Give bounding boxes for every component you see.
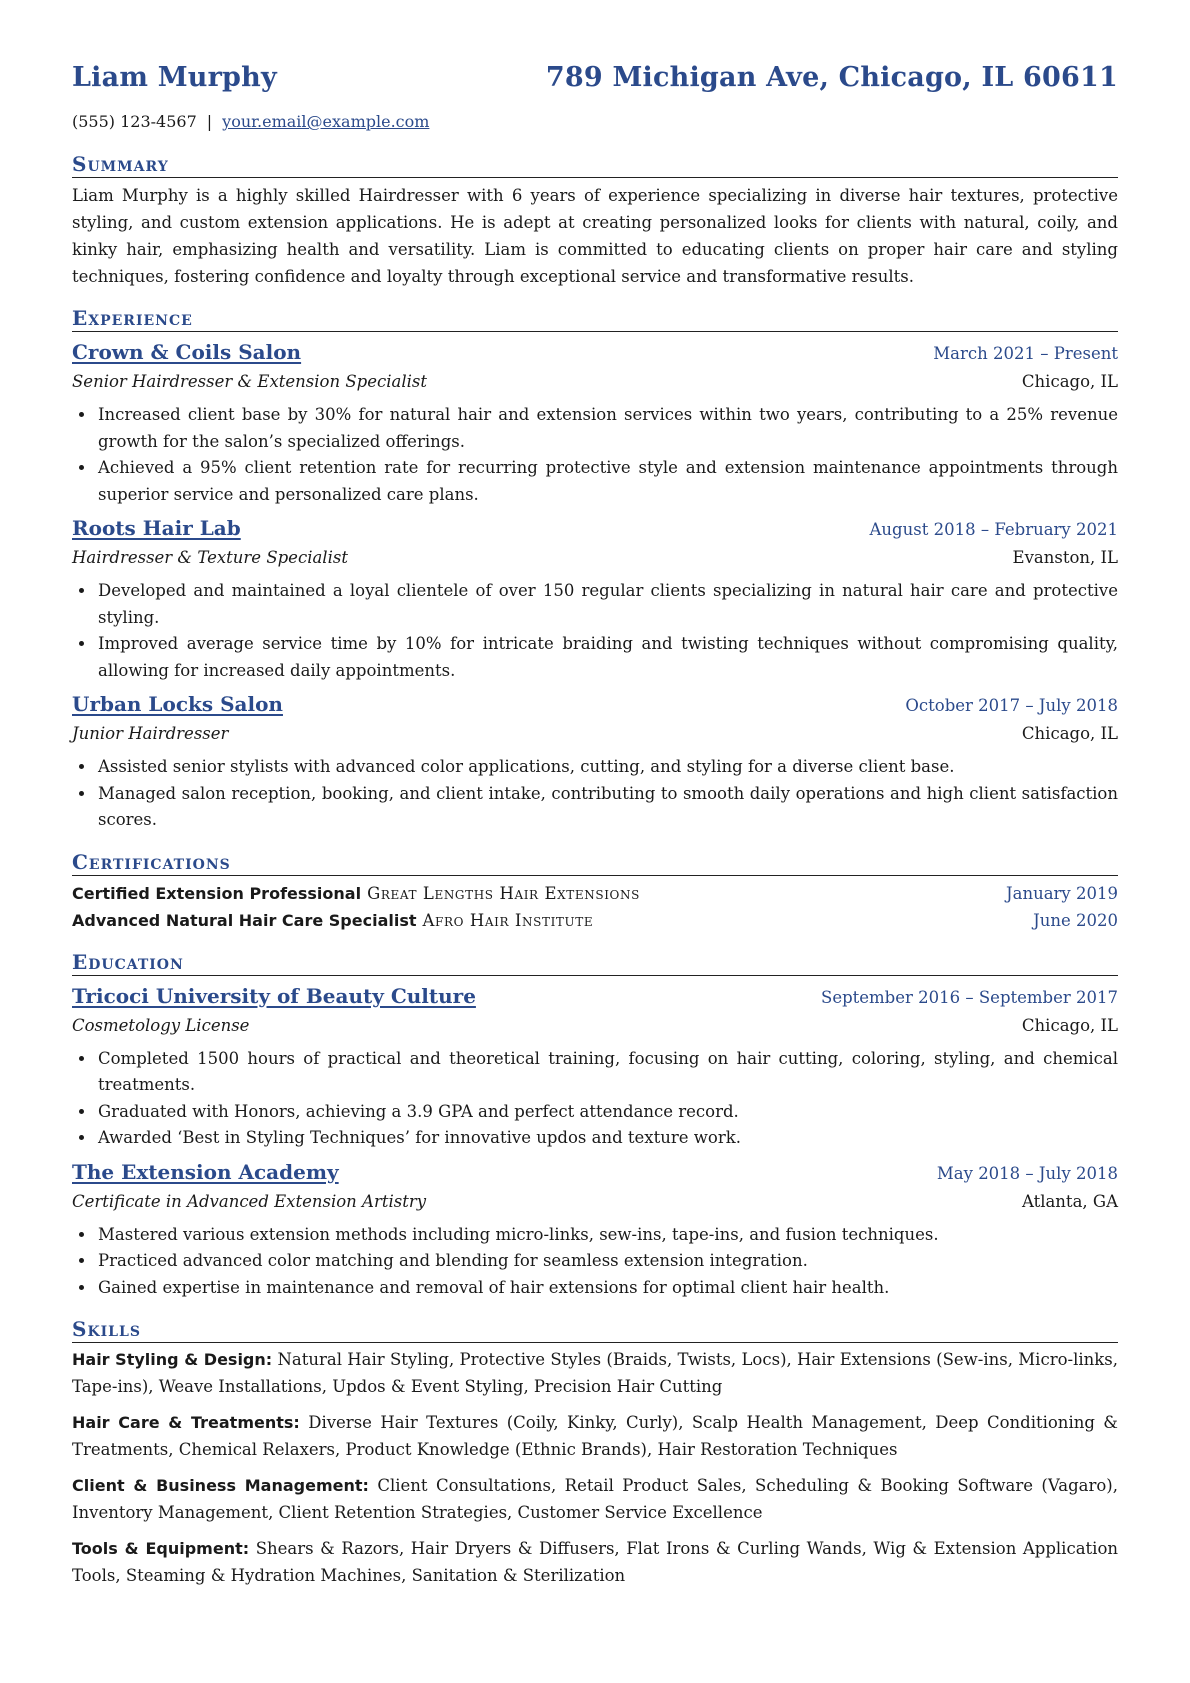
certification-name: Certified Extension Professional bbox=[72, 883, 362, 903]
entry-role: Junior Hairdresser bbox=[72, 724, 229, 743]
entry-dates: August 2018 – February 2021 bbox=[869, 520, 1118, 539]
bullet-list bbox=[72, 402, 1118, 508]
summary-heading: Summary bbox=[72, 152, 1118, 178]
education-entry bbox=[72, 982, 1118, 1152]
skill-list-text: Client Consultations, Retail Product Sales, Scheduling & Booking Software (Vagaro), Inventory Management, Client Retention Strategies, Customer Service Excellence bbox=[72, 1476, 1118, 1522]
address: 789 Michigan Ave, Chicago, IL 60611 bbox=[545, 62, 1118, 93]
certification-issuer: Afro Hair Institute bbox=[422, 910, 594, 930]
candidate-name: Liam Murphy bbox=[72, 62, 277, 93]
bullet-item: • Increased client base by 30% for natural hair and extension services within two years, contributing to a 25% revenue growth for the salon’s specialized offerings. bbox=[96, 402, 1118, 455]
entry-dates: May 2018 – July 2018 bbox=[936, 1163, 1118, 1183]
certification-left bbox=[72, 907, 593, 934]
bullet-list bbox=[72, 1046, 1118, 1152]
bullet-item: • Improved average service time by 10% for intricate braiding and twisting techniques without compromising quality, allowing for increased daily appointments. bbox=[96, 631, 1118, 684]
certification-date: June 2020 bbox=[1033, 910, 1118, 930]
certification-left bbox=[72, 880, 640, 907]
skill-group bbox=[72, 1536, 1118, 1589]
skills-heading: Skills bbox=[72, 1317, 1118, 1343]
entry-dates: September 2016 – September 2017 bbox=[821, 987, 1118, 1007]
experience-entry bbox=[72, 338, 1118, 508]
experience-heading: Experience bbox=[72, 306, 1118, 332]
certification-row bbox=[72, 907, 1118, 934]
education-entry bbox=[72, 1158, 1118, 1302]
skills-list bbox=[72, 1347, 1118, 1589]
entry-location: Chicago, IL bbox=[1021, 1015, 1118, 1035]
bullet-item: • Developed and maintained a loyal clientele of over 150 regular clients specializing in natural hair care and protective styling. bbox=[96, 578, 1118, 631]
certifications-heading: Certifications bbox=[72, 850, 1118, 876]
certifications-list bbox=[72, 880, 1118, 934]
certification-date: January 2019 bbox=[1006, 883, 1118, 903]
contact-separator: | bbox=[206, 112, 213, 131]
experience-entry bbox=[72, 514, 1118, 684]
education-list bbox=[72, 982, 1118, 1302]
bullet-item: • Gained expertise in maintenance and removal of hair extensions for optimal client hair health. bbox=[96, 1275, 1118, 1302]
skill-group bbox=[72, 1347, 1118, 1400]
entry-header bbox=[72, 338, 1118, 368]
phone: (555) 123-4567 bbox=[72, 112, 197, 131]
entry-subheader bbox=[72, 368, 1118, 396]
skill-category: Hair Styling & Design: bbox=[72, 1350, 273, 1369]
entry-header bbox=[72, 1158, 1118, 1188]
entry-header bbox=[72, 690, 1118, 720]
entry-subheader bbox=[72, 1188, 1118, 1216]
bullet-list bbox=[72, 578, 1118, 684]
certification-row bbox=[72, 880, 1118, 907]
bullet-item: • Mastered various extension methods including micro-links, sew-ins, tape-ins, and fusion techniques. bbox=[96, 1222, 1118, 1249]
entry-header bbox=[72, 982, 1118, 1012]
entry-header bbox=[72, 514, 1118, 544]
skill-list-text: Diverse Hair Textures (Coily, Kinky, Curly), Scalp Health Management, Deep Conditioning & Treatments, Chemical Relaxers, Product Knowledge (Ethnic Brands), Hair Restoration Techniques bbox=[72, 1413, 1118, 1459]
entry-location: Atlanta, GA bbox=[1021, 1191, 1118, 1211]
bullet-item: • Assisted senior stylists with advanced color applications, cutting, and styling for a diverse client base. bbox=[96, 754, 1118, 781]
skill-group bbox=[72, 1473, 1118, 1526]
experience-entry bbox=[72, 690, 1118, 834]
organization-link[interactable]: Urban Locks Salon bbox=[72, 692, 283, 716]
summary-text: Liam Murphy is a highly skilled Hairdresser with 6 years of experience specializing in diverse hair textures, protective styling, and custom extension applications. He is adept at creating personalized looks for clients with natural, coily, and kinky hair, emphasizing health and versatility. Liam is committed to educating clients on proper hair care and styling techniques, fostering confidence and loyalty through exceptional service and transformative results. bbox=[72, 186, 1118, 286]
skill-list-text: Shears & Razors, Hair Dryers & Diffusers, Flat Irons & Curling Wands, Wig & Extension Application Tools, Steaming & Hydration Machines, Sanitation & Sterilization bbox=[72, 1539, 1118, 1585]
entry-role: Certificate in Advanced Extension Artistry bbox=[72, 1191, 427, 1211]
organization-link[interactable]: Roots Hair Lab bbox=[72, 516, 241, 540]
organization-link[interactable]: Tricoci University of Beauty Culture bbox=[72, 983, 476, 1008]
entry-dates: October 2017 – July 2018 bbox=[905, 696, 1118, 715]
certification-issuer: Great Lengths Hair Extensions bbox=[367, 883, 640, 903]
bullet-item: • Awarded ‘Best in Styling Techniques’ for innovative updos and texture work. bbox=[96, 1125, 1118, 1152]
bullet-item: • Completed 1500 hours of practical and theoretical training, focusing on hair cutting, coloring, styling, and chemical treatments. bbox=[96, 1046, 1118, 1099]
entry-role: Senior Hairdresser & Extension Specialist bbox=[72, 372, 427, 391]
skill-group bbox=[72, 1410, 1118, 1463]
skill-category: Tools & Equipment: bbox=[72, 1539, 250, 1558]
experience-list bbox=[72, 338, 1118, 834]
email-link[interactable]: your.email@example.com bbox=[222, 112, 430, 131]
certification-name: Advanced Natural Hair Care Specialist bbox=[72, 910, 417, 930]
entry-subheader bbox=[72, 1012, 1118, 1040]
bullet-list bbox=[72, 1222, 1118, 1302]
education-heading: Education bbox=[72, 950, 1118, 976]
entry-role: Hairdresser & Texture Specialist bbox=[72, 548, 348, 567]
entry-subheader bbox=[72, 544, 1118, 572]
organization-link[interactable]: The Extension Academy bbox=[72, 1159, 339, 1184]
skill-category: Client & Business Management: bbox=[72, 1476, 369, 1495]
entry-location: Evanston, IL bbox=[1012, 548, 1118, 567]
bullet-list bbox=[72, 754, 1118, 834]
organization-link[interactable]: Crown & Coils Salon bbox=[72, 340, 302, 364]
skill-category: Hair Care & Treatments: bbox=[72, 1413, 300, 1432]
entry-dates: March 2021 – Present bbox=[933, 344, 1118, 363]
entry-subheader bbox=[72, 720, 1118, 748]
contact-line bbox=[72, 112, 1118, 136]
bullet-item: • Practiced advanced color matching and blending for seamless extension integration. bbox=[96, 1248, 1118, 1275]
bullet-item: • Graduated with Honors, achieving a 3.9 GPA and perfect attendance record. bbox=[96, 1099, 1118, 1126]
entry-role: Cosmetology License bbox=[72, 1015, 250, 1035]
bullet-item: • Achieved a 95% client retention rate for recurring protective style and extension maintenance appointments through superior service and personalized care plans. bbox=[96, 455, 1118, 508]
entry-location: Chicago, IL bbox=[1021, 724, 1118, 743]
skill-list-text: Natural Hair Styling, Protective Styles (Braids, Twists, Locs), Hair Extensions (Sew-ins, Micro-links, Tape-ins), Weave Installations, Updos & Event Styling, Precision Hair Cutting bbox=[72, 1350, 1118, 1396]
bullet-item: • Managed salon reception, booking, and client intake, contributing to smooth daily operations and high client satisfaction scores. bbox=[96, 781, 1118, 834]
entry-location: Chicago, IL bbox=[1021, 372, 1118, 391]
header bbox=[72, 62, 1118, 106]
